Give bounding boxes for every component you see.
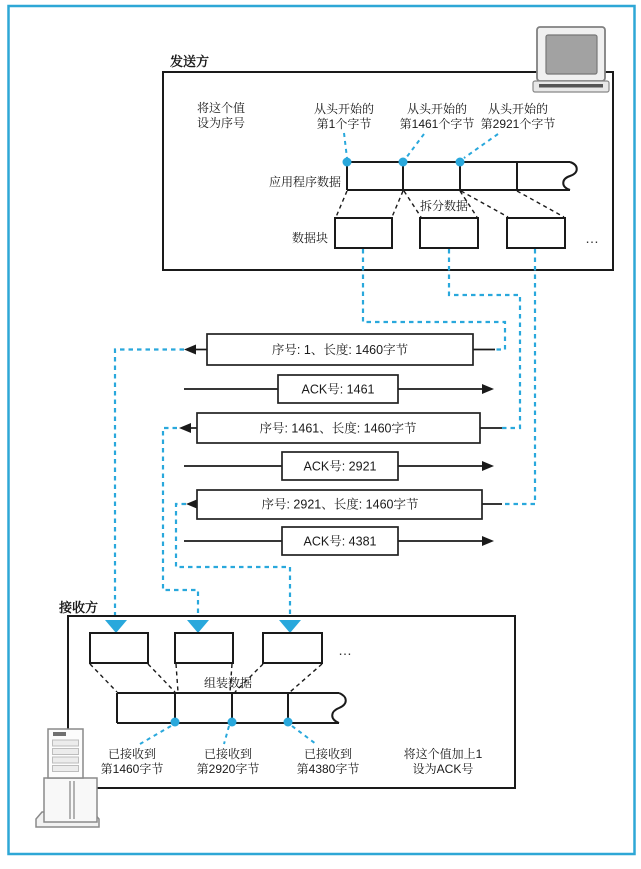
seq-note-line1: 将这个值 <box>197 101 246 115</box>
svg-text:从头开始的: 从头开始的 <box>406 102 468 116</box>
seq-note-line2: 设为序号 <box>197 116 246 130</box>
stream-label: 应用程序数据 <box>268 175 341 189</box>
svg-text:已接收到: 已接收到 <box>107 747 157 761</box>
sender-ellipsis: … <box>585 230 599 246</box>
received-dot-3 <box>284 718 293 727</box>
receiver-block-3 <box>263 633 322 663</box>
ack1-text: ACK号: 1461 <box>301 382 375 397</box>
svg-text:第1个字节: 第1个字节 <box>316 117 372 131</box>
monitor-screen <box>546 35 597 74</box>
right-arrowhead <box>482 536 494 546</box>
right-arrowhead <box>482 384 494 394</box>
receiver-block-1 <box>90 633 148 663</box>
ack-message-1 <box>184 375 494 403</box>
seq3-text: 序号: 2921、长度: 1460字节 <box>261 497 419 512</box>
seq2-text: 序号: 1461、长度: 1460字节 <box>259 421 417 436</box>
split-label: 拆分数据 <box>419 199 469 213</box>
svg-text:从头开始的: 从头开始的 <box>313 102 375 116</box>
svg-text:第4380字节: 第4380字节 <box>296 762 360 776</box>
svg-text:从头开始的: 从头开始的 <box>487 102 549 116</box>
receiver-ellipsis: … <box>338 642 352 658</box>
assemble-label: 组装数据 <box>203 676 253 690</box>
svg-text:第1460字节: 第1460字节 <box>100 762 164 776</box>
svg-text:第1461个字节: 第1461个字节 <box>399 117 475 131</box>
left-arrowhead <box>179 423 191 433</box>
computer-icon <box>533 27 609 92</box>
segment-message-1 <box>184 334 495 365</box>
received-dot-2 <box>228 718 237 727</box>
sender-block-3 <box>507 218 565 248</box>
blocks-label: 数据块 <box>291 231 328 245</box>
svg-text:已接收到: 已接收到 <box>203 747 253 761</box>
received-dot-1 <box>171 718 180 727</box>
seq1-text: 序号: 1、长度: 1460字节 <box>271 343 409 357</box>
left-arrowhead <box>184 345 196 355</box>
ack3-text: ACK号: 4381 <box>303 534 377 549</box>
svg-text:将这个值加上1: 将这个值加上1 <box>403 747 483 761</box>
right-arrowhead <box>482 461 494 471</box>
receiver-block-2 <box>175 633 233 663</box>
svg-text:已接收到: 已接收到 <box>303 747 353 761</box>
sender-block-1 <box>335 218 392 248</box>
route-seq3-to-receiver3 <box>176 504 290 616</box>
ack-message-3 <box>184 527 494 555</box>
route-seq2-to-receiver2 <box>163 428 198 616</box>
svg-text:第2920字节: 第2920字节 <box>196 762 260 776</box>
segment-message-3 <box>186 490 502 519</box>
route-seq1-to-receiver1 <box>115 350 184 617</box>
server-vent <box>53 732 66 736</box>
ack-message-2 <box>184 452 494 480</box>
sender-block-2 <box>420 218 478 248</box>
ack2-text: ACK号: 2921 <box>303 459 377 474</box>
sender-title: 发送方 <box>170 54 210 69</box>
byte-marker-dot-3 <box>456 158 465 167</box>
segment-message-2 <box>179 413 502 443</box>
byte-marker-dot-2 <box>399 158 408 167</box>
svg-text:设为ACK号: 设为ACK号 <box>412 762 474 776</box>
route-block3-to-seq3 <box>502 249 535 504</box>
byte-marker-dot-1 <box>343 158 352 167</box>
receiver-section <box>58 600 515 788</box>
svg-text:第2921个字节: 第2921个字节 <box>480 117 556 131</box>
message-exchange <box>179 334 502 555</box>
receiver-title: 接收方 <box>59 600 99 615</box>
